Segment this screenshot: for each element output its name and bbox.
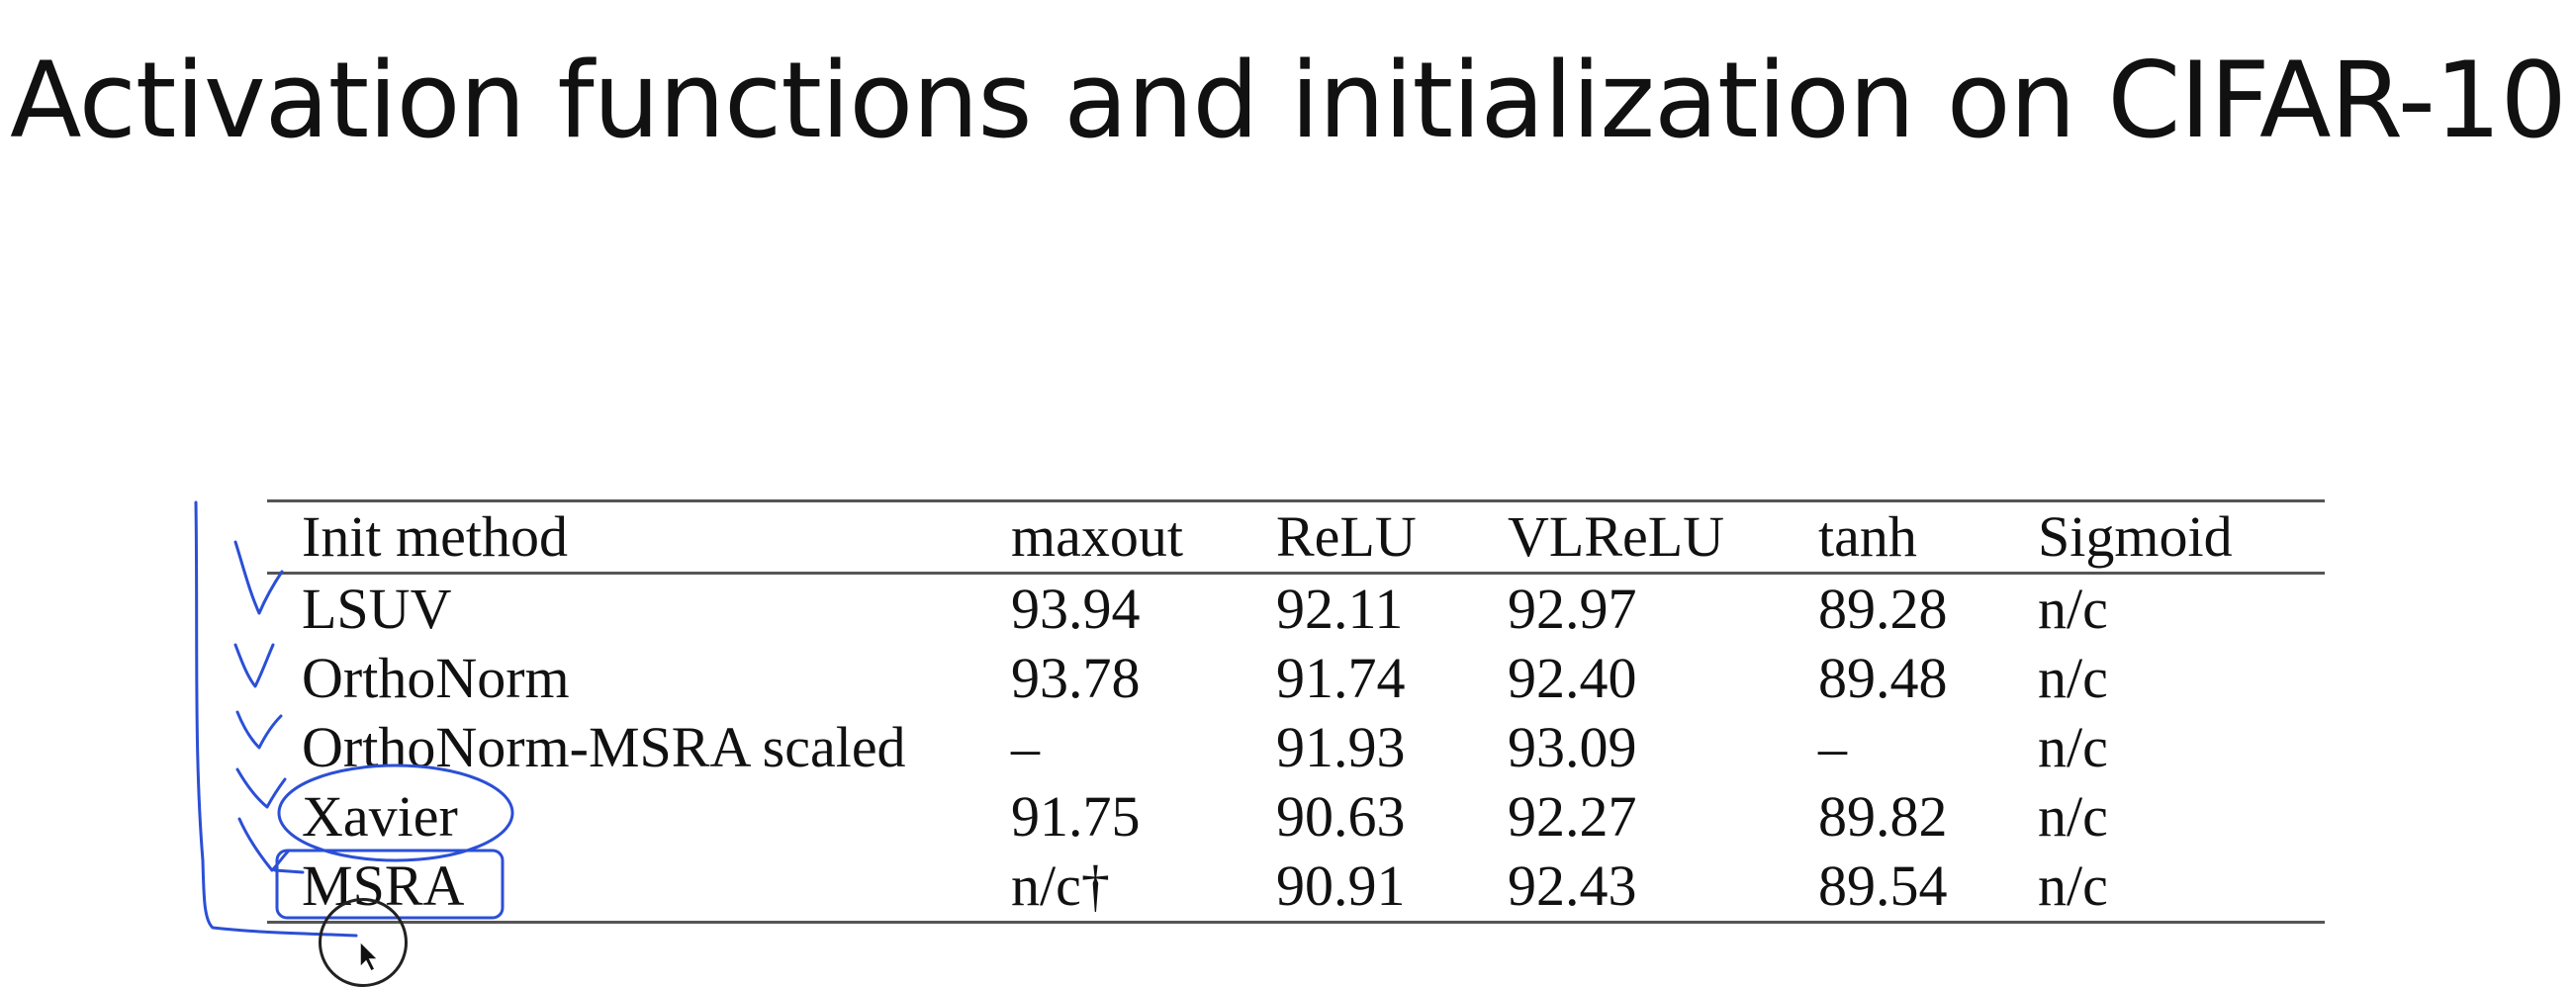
cell-relu: 91.74 xyxy=(1276,646,1406,710)
cell-sigmoid: n/c xyxy=(2038,577,2108,641)
table-header-row xyxy=(267,501,2325,574)
cell-relu: 90.91 xyxy=(1276,853,1406,918)
cell-tanh: 89.54 xyxy=(1818,853,1948,918)
cell-tanh: – xyxy=(1818,715,1847,779)
header-sigmoid: Sigmoid xyxy=(2038,504,2233,569)
cell-init-method: MSRA xyxy=(302,853,465,918)
cell-relu: 90.63 xyxy=(1276,784,1406,849)
cell-maxout: – xyxy=(1011,715,1040,779)
table-row xyxy=(267,574,2325,645)
cell-vlrelu: 93.09 xyxy=(1508,715,1637,779)
header-maxout: maxout xyxy=(1011,504,1183,569)
cell-init-method: OrthoNorm-MSRA scaled xyxy=(302,715,906,779)
cell-vlrelu: 92.40 xyxy=(1508,646,1637,710)
cell-init-method: OrthoNorm xyxy=(302,646,570,710)
cell-init-method: LSUV xyxy=(302,577,452,641)
cell-vlrelu: 92.43 xyxy=(1508,853,1637,918)
cell-maxout: n/c† xyxy=(1011,853,1110,918)
cell-maxout: 93.94 xyxy=(1011,577,1141,641)
cell-maxout: 91.75 xyxy=(1011,784,1141,849)
table-row xyxy=(267,713,2325,782)
header-relu: ReLU xyxy=(1276,504,1417,569)
cell-relu: 91.93 xyxy=(1276,715,1406,779)
results-table xyxy=(267,499,2325,924)
mouse-pointer-icon xyxy=(358,940,384,973)
cell-tanh: 89.48 xyxy=(1818,646,1948,710)
cell-vlrelu: 92.97 xyxy=(1508,577,1637,641)
cell-init-method: Xavier xyxy=(302,784,458,849)
cell-tanh: 89.82 xyxy=(1818,784,1948,849)
header-init-method: Init method xyxy=(302,504,569,569)
cell-maxout: 93.78 xyxy=(1011,646,1141,710)
table-row xyxy=(267,644,2325,713)
cell-sigmoid: n/c xyxy=(2038,646,2108,710)
cell-vlrelu: 92.27 xyxy=(1508,784,1637,849)
cell-sigmoid: n/c xyxy=(2038,784,2108,849)
cell-sigmoid: n/c xyxy=(2038,715,2108,779)
cell-relu: 92.11 xyxy=(1276,577,1404,641)
cell-tanh: 89.28 xyxy=(1818,577,1948,641)
header-tanh: tanh xyxy=(1818,504,1917,569)
cell-sigmoid: n/c xyxy=(2038,853,2108,918)
results-table-container xyxy=(267,499,2325,924)
slide-title: Activation functions and initialization on CIFAR-10 xyxy=(10,40,2566,161)
table-row xyxy=(267,782,2325,852)
table-row xyxy=(267,852,2325,923)
header-vlrelu: VLReLU xyxy=(1508,504,1725,569)
